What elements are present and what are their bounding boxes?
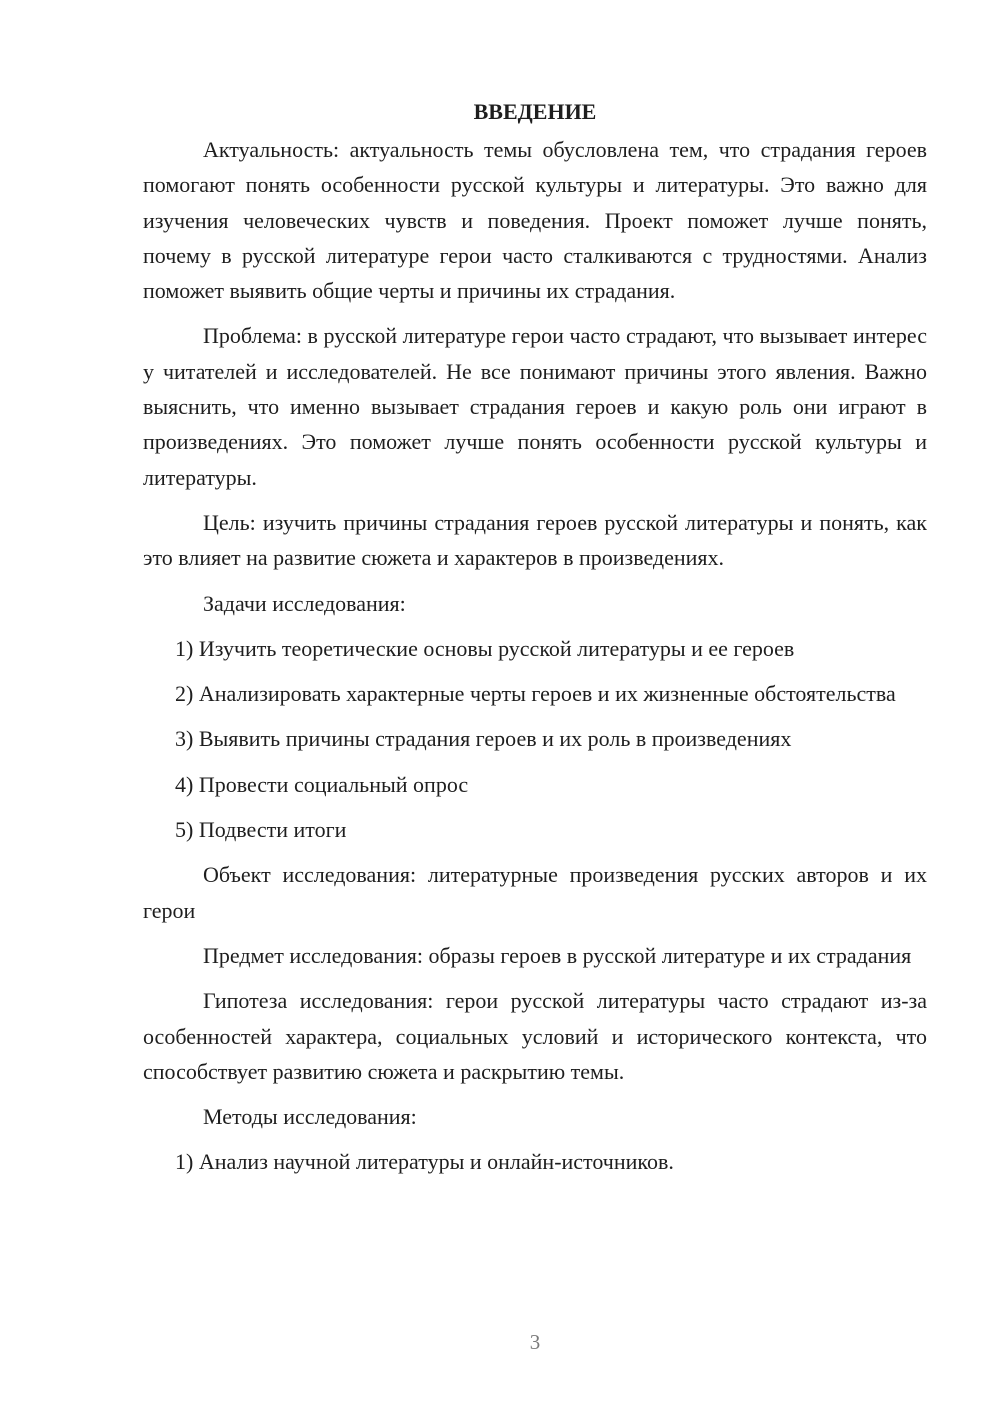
paragraph-relevance: Актуальность: актуальность темы обусловлена тем, что страдания героев помогают понять особенности русской культуры и литературы. Это важно для изучения человеческих чувств и поведения. Проект поможет лучше понять, почему в русской литературе герои часто сталкиваются с трудностями. Анализ поможет выявить общие черты и причины их страдания. [143,137,927,304]
paragraph-hypothesis: Гипотеза исследования: герои русской литературы часто страдают из-за особенностей характера, социальных условий и исторического контекста, что способствует развитию сюжета и раскрытию темы. [143,988,927,1084]
task-item: 5) Подвести итоги [175,817,347,843]
paragraph-object: Объект исследования: литературные произведения русских авторов и их герои [143,862,927,923]
paragraph-methods-heading: Методы исследования: [203,1104,417,1130]
paragraph-tasks-heading: Задачи исследования: [203,590,406,616]
paragraph-subject: Предмет исследования: образы героев в русской литературе и их страдания [203,942,912,968]
section-title: ВВЕДЕНИЕ [473,99,597,124]
task-item: 2) Анализировать характерные черты героев и их жизненные обстоятельства [175,681,896,707]
method-item: 1) Анализ научной литературы и онлайн-источников. [175,1149,674,1175]
page-number: 3 [529,1330,541,1354]
document-body [143,94,927,1190]
paragraph-problem: Проблема: в русской литературе герои часто страдают, что вызывает интерес у читателей и исследователей. Не все понимают причины этого явления. Важно выяснить, что именно вызывает страдания героев и какую роль они играют в произведениях. Это поможет лучше понять особенности русской культуры и литературы. [143,323,927,490]
paragraph-goal: Цель: изучить причины страдания героев русской литературы и понять, как это влияет на развитие сюжета и характеров в произведениях. [143,509,927,571]
task-item: 4) Провести социальный опрос [175,771,469,797]
task-item: 1) Изучить теоретические основы русской литературы и ее героев [175,635,795,661]
task-item: 3) Выявить причины страдания героев и их роль в произведениях [175,726,792,752]
